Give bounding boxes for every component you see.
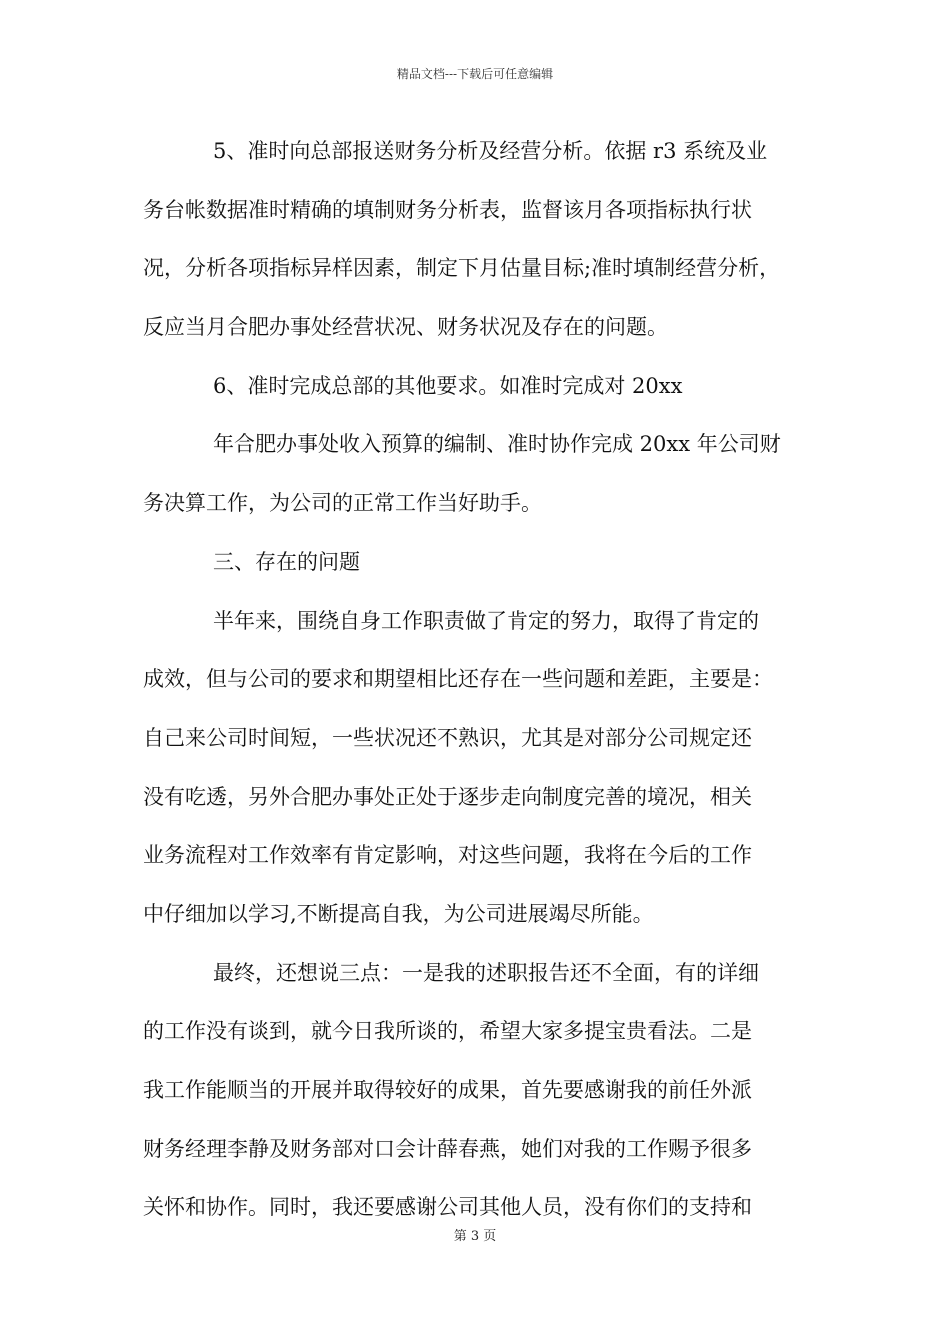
paragraph-line: 我工作能顺当的开展并取得较好的成果，首先要感谢我的前任外派 [143, 1078, 752, 1102]
paragraph-line: 况，分析各项指标异样因素，制定下月估量目标;准时填制经营分析， [143, 256, 781, 281]
paragraph-line: 业务流程对工作效率有肯定影响，对这些问题，我将在今后的工作 [143, 843, 752, 868]
paragraph-line: 反应当月合肥办事处经营状况、财务状况及存在的问题。 [143, 315, 668, 340]
paragraph-line: 没有吃透，另外合肥办事处正处于逐步走向制度完善的境况，相关 [143, 784, 752, 809]
page-header: 精品文档---下载后可任意编辑 [396, 67, 554, 81]
paragraph-line: 半年来，围绕自身工作职责做了肯定的努力，取得了肯定的 [213, 608, 759, 633]
paragraph-line: 的工作没有谈到，就今日我所谈的，希望大家多提宝贵看法。二是 [143, 1019, 752, 1044]
paragraph-line: 务决算工作，为公司的正常工作当好助手。 [143, 491, 542, 516]
page-number: 第 3 页 [453, 1229, 497, 1244]
paragraph-line: 年合肥办事处收入预算的编制、准时协作完成 20xx 年公司财 [213, 432, 781, 457]
paragraph-line: 最终，还想说三点：一是我的述职报告还不全面，有的详细 [213, 960, 759, 985]
paragraph-line: 关怀和协作。同时，我还要感谢公司其他人员，没有你们的支持和 [143, 1195, 752, 1220]
section-heading: 三、存在的问题 [213, 549, 360, 574]
paragraph-line: 务台帐数据准时精确的填制财务分析表，监督该月各项指标执行状 [143, 197, 752, 222]
paragraph-line: 自己来公司时间短，一些状况还不熟识，尤其是对部分公司规定还 [143, 725, 752, 750]
document-body [143, 131, 823, 1246]
paragraph-line: 中仔细加以学习,不断提高自我，为公司进展竭尽所能。 [143, 901, 654, 926]
paragraph-line: 5、准时向总部报送财务分析及经营分析。依据 r3 系统及业 [213, 139, 768, 163]
paragraph-line: 成效，但与公司的要求和期望相比还存在一些问题和差距，主要是： [143, 667, 773, 692]
paragraph-line: 财务经理李静及财务部对口会计薛春燕，她们对我的工作赐予很多 [143, 1136, 752, 1161]
paragraph-line: 6、准时完成总部的其他要求。如准时完成对 20xx [213, 373, 683, 398]
